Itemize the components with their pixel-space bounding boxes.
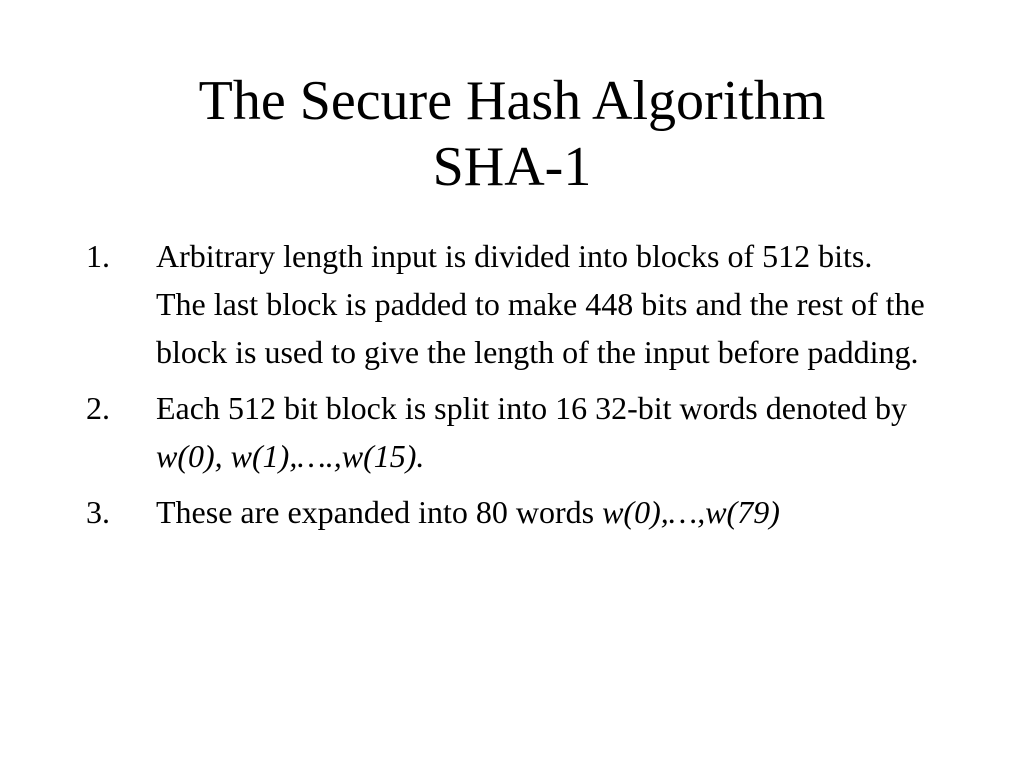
- title-line-1: The Secure Hash Algorithm: [198, 70, 826, 132]
- list-item-text: These are expanded into 80 words: [156, 494, 603, 530]
- list-item-text: Each 512 bit block is split into 16 32-bit words denoted by: [156, 390, 908, 426]
- list-item-number: 2.: [86, 390, 110, 426]
- list-item: [86, 488, 926, 536]
- numbered-list: [86, 232, 926, 544]
- slide-title: [0, 68, 1024, 200]
- list-item-number: 1.: [86, 238, 110, 274]
- list-item-emphasis: w(0), w(1),….,w(15).: [156, 438, 425, 474]
- list-item: [86, 232, 926, 376]
- title-line-2: SHA-1: [432, 136, 592, 198]
- list-item-emphasis: w(0),…,w(79): [602, 494, 780, 530]
- list-item-number: 3.: [86, 494, 110, 530]
- list-item-text: Arbitrary length input is divided into blocks of 512 bits. The last block is padded to make 448 bits and the rest of the block is used to give the length of the input before padding.: [156, 238, 925, 370]
- list-item: [86, 384, 926, 480]
